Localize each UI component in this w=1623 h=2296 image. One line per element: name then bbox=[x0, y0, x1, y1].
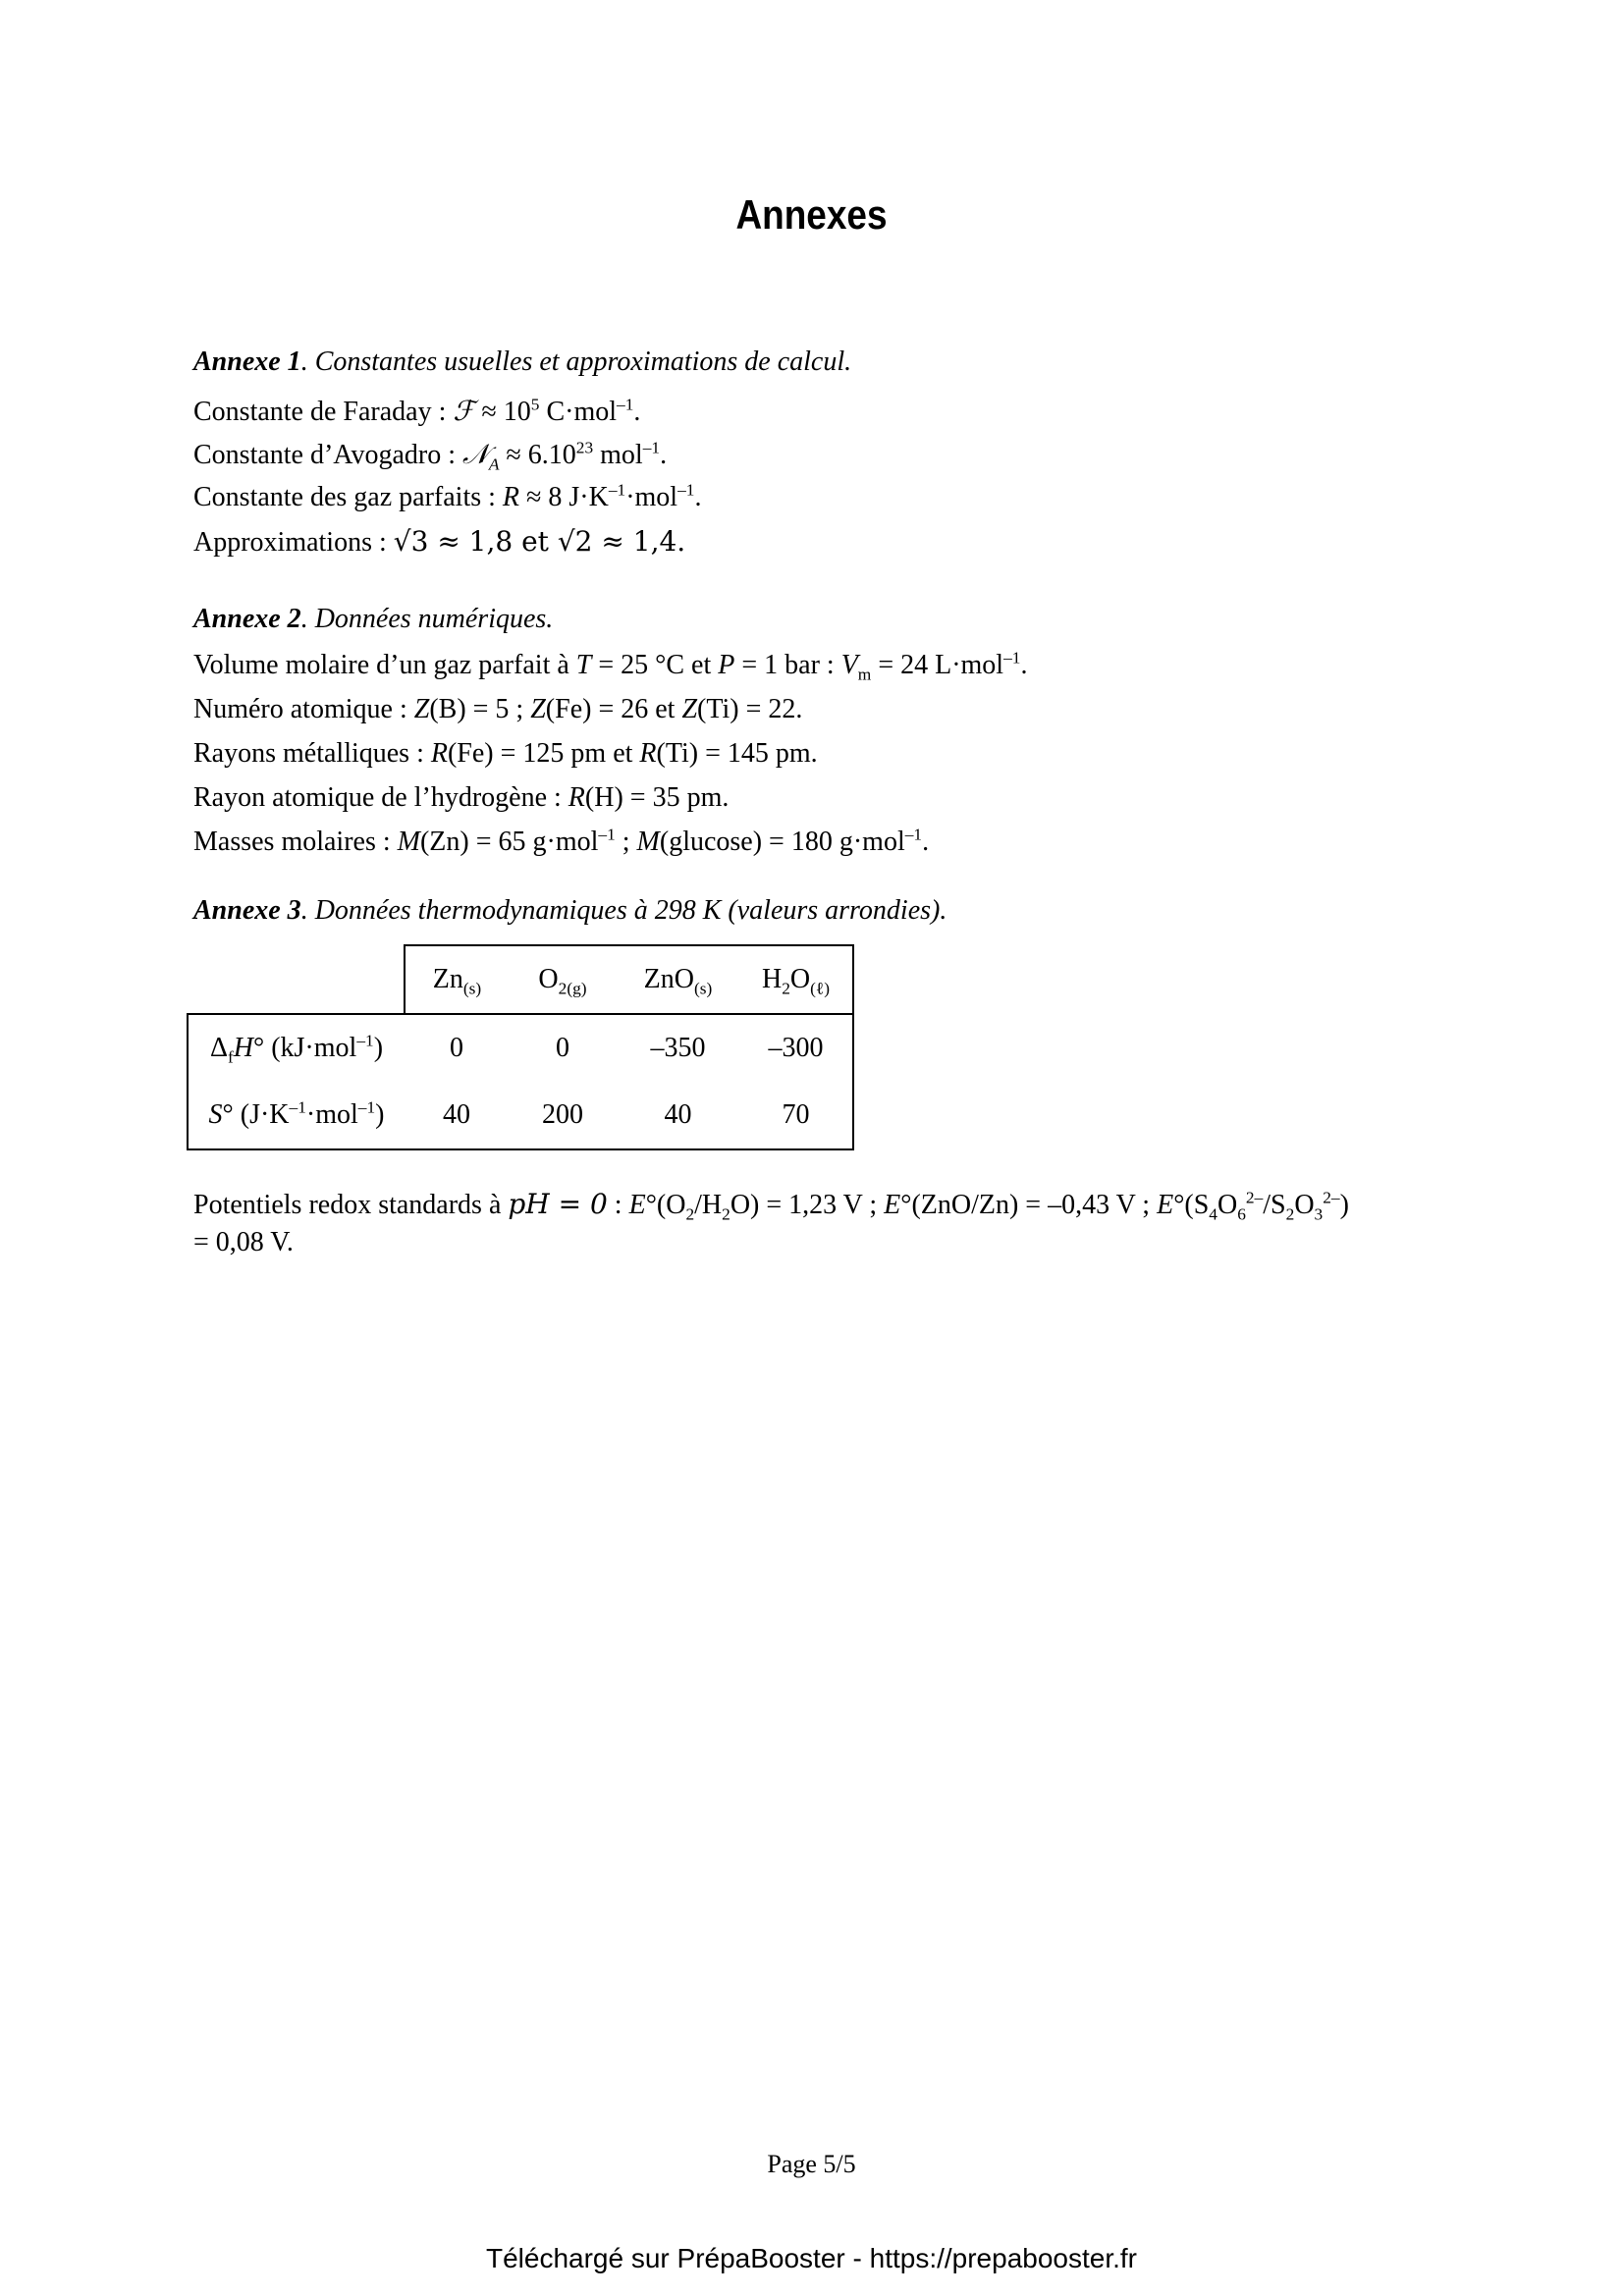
table-cell: 40 bbox=[405, 1082, 509, 1149]
vm-exp: –1 bbox=[1003, 648, 1021, 667]
redox-potentials bbox=[193, 1188, 1470, 1257]
redox-text-a: Potentiels redox standards à bbox=[193, 1190, 509, 1220]
redox-s1: 2 bbox=[685, 1204, 695, 1224]
atomic-number-line bbox=[193, 696, 1470, 723]
redox-text-c: °(O bbox=[645, 1190, 686, 1220]
vm-end: . bbox=[1020, 650, 1028, 680]
redox-s5: 2 bbox=[1285, 1204, 1295, 1224]
thermo-table bbox=[187, 944, 854, 1150]
redox-ph: pH = 0 bbox=[508, 1188, 608, 1220]
entropy-exp2: –1 bbox=[357, 1097, 376, 1117]
gas-exp1: –1 bbox=[608, 480, 626, 500]
header-h2o-main2: O bbox=[789, 964, 811, 994]
faraday-unit-exp: –1 bbox=[617, 395, 634, 414]
redox-text-i: /S bbox=[1263, 1190, 1286, 1220]
annexe-2 bbox=[193, 606, 1470, 856]
z-sym1: Z bbox=[413, 694, 430, 724]
redox-line-1 bbox=[193, 1188, 1470, 1224]
annexe-1-heading bbox=[193, 348, 1470, 376]
molar-volume-line bbox=[193, 648, 1470, 684]
table-cell: 0 bbox=[450, 1033, 463, 1063]
header-h2o-sub: 2 bbox=[782, 979, 790, 998]
gas-label: Constante des gaz parfaits : bbox=[193, 482, 503, 512]
z-sym3: Z bbox=[681, 694, 698, 724]
z-text-a: Numéro atomique : bbox=[193, 694, 414, 724]
entropy-S: S bbox=[208, 1099, 223, 1130]
annexe-3 bbox=[193, 897, 1470, 925]
approximations-math: √3 ≈ 1,8 et √2 ≈ 1,4. bbox=[393, 525, 686, 558]
entropy-end: ) bbox=[375, 1099, 385, 1130]
redox-text-g: °(S bbox=[1173, 1190, 1210, 1220]
header-zno-main: ZnO bbox=[643, 964, 694, 994]
mm-text-b: (Zn) = 65 g·mol bbox=[419, 827, 599, 857]
redox-text-f: °(ZnO/Zn) = –0,43 V ; bbox=[900, 1190, 1158, 1220]
vm-sub: m bbox=[857, 665, 872, 684]
header-h2o-sub2: (ℓ) bbox=[810, 979, 831, 998]
radii-sym1: R bbox=[430, 738, 448, 769]
annexe-1 bbox=[193, 348, 1470, 557]
enthalpy-row bbox=[188, 1014, 853, 1082]
avogadro-label: Constante d’Avogadro : bbox=[193, 440, 462, 470]
z-text-c: (Fe) = 26 et bbox=[545, 694, 682, 724]
faraday-unit: C·mol bbox=[539, 397, 618, 427]
redox-text-j: O bbox=[1294, 1190, 1315, 1220]
gas-symbol: R bbox=[502, 482, 520, 512]
enthalpy-unit: ° (kJ·mol bbox=[253, 1033, 357, 1063]
mm-text-a: Masses molaires : bbox=[193, 827, 398, 857]
redox-E1: E bbox=[628, 1190, 646, 1220]
avogadro-exp: 23 bbox=[575, 438, 594, 457]
redox-p1: 2– bbox=[1245, 1188, 1264, 1207]
mm-sym1: M bbox=[397, 827, 420, 857]
faraday-symbol: ℱ bbox=[453, 395, 475, 427]
enthalpy-row-label bbox=[188, 1014, 405, 1082]
mm-exp1: –1 bbox=[598, 825, 616, 844]
z-sym2: Z bbox=[530, 694, 546, 724]
vm-text-a: Volume molaire d’un gaz parfait à bbox=[193, 650, 576, 680]
redox-line-2: = 0,08 V. bbox=[193, 1227, 294, 1257]
table-corner bbox=[188, 945, 405, 1014]
approximations-label: Approximations : bbox=[193, 527, 394, 558]
header-o2-sub: 2(g) bbox=[558, 979, 587, 998]
vm-text-b: = 25 °C et bbox=[591, 650, 719, 680]
page-title: Annexes bbox=[735, 191, 888, 238]
enthalpy-exp: –1 bbox=[356, 1031, 374, 1050]
radii-text-a: Rayons métalliques : bbox=[193, 738, 431, 769]
approximations-line bbox=[193, 525, 1470, 558]
entropy-row bbox=[188, 1082, 853, 1149]
header-zn-sub: (s) bbox=[462, 979, 482, 998]
faraday-end: . bbox=[633, 397, 641, 427]
gas-end: . bbox=[694, 482, 702, 512]
annexe-1-title: . Constantes usuelles et approximations de calcul. bbox=[300, 347, 852, 377]
gas-unit: ·mol bbox=[625, 482, 678, 512]
redox-text-k: ) bbox=[1339, 1190, 1349, 1220]
vm-text-c: = 1 bar : bbox=[734, 650, 841, 680]
header-h2o-main: H bbox=[761, 964, 783, 994]
table-cell: –350 bbox=[650, 1033, 706, 1063]
annexe-1-number: Annexe 1 bbox=[193, 347, 301, 377]
table-cell: 40 bbox=[617, 1082, 739, 1149]
annexe-2-heading bbox=[193, 606, 1470, 633]
header-o2-main: O bbox=[538, 964, 559, 994]
header-zno bbox=[617, 945, 739, 1014]
mm-sym2: M bbox=[636, 827, 660, 857]
redox-text-e: O) = 1,23 V ; bbox=[730, 1190, 885, 1220]
z-text-b: (B) = 5 ; bbox=[429, 694, 531, 724]
mm-exp2: –1 bbox=[904, 825, 923, 844]
avogadro-line bbox=[193, 438, 1470, 474]
header-zn-main: Zn bbox=[432, 964, 463, 994]
entropy-unit: ° (J·K bbox=[222, 1099, 290, 1130]
entropy-mid: ·mol bbox=[305, 1099, 358, 1130]
radii-text-b: (Fe) = 125 pm et bbox=[447, 738, 640, 769]
download-footer: Téléchargé sur PrépaBooster - https://prepabooster.fr bbox=[485, 2243, 1138, 2273]
thermo-header-row bbox=[188, 945, 853, 1014]
avogadro-sub: A bbox=[488, 454, 500, 474]
entropy-row-label bbox=[188, 1082, 405, 1149]
annexe-2-number: Annexe 2 bbox=[193, 604, 301, 634]
vm-text-d: = 24 L·mol bbox=[871, 650, 1004, 680]
vm-T: T bbox=[575, 650, 592, 680]
redox-text-d: /H bbox=[694, 1190, 723, 1220]
redox-E2: E bbox=[884, 1190, 901, 1220]
mm-text-d: (glucose) = 180 g·mol bbox=[659, 827, 905, 857]
gas-exp2: –1 bbox=[677, 480, 695, 500]
avogadro-unit: mol bbox=[593, 440, 643, 470]
header-o2 bbox=[509, 945, 617, 1014]
gas-value: ≈ 8 J·K bbox=[519, 482, 609, 512]
annexe-2-title: . Données numériques. bbox=[300, 604, 554, 634]
vm-P: P bbox=[718, 650, 735, 680]
annexe-3-number: Annexe 3 bbox=[193, 895, 301, 926]
avogadro-unit-exp: –1 bbox=[642, 438, 661, 457]
faraday-exp: 5 bbox=[530, 395, 540, 414]
radii-text-c: (Ti) = 145 pm. bbox=[656, 738, 818, 769]
radii-sym2: R bbox=[639, 738, 657, 769]
hydrogen-radius-line bbox=[193, 784, 1470, 812]
avogadro-end: . bbox=[660, 440, 668, 470]
rh-text-a: Rayon atomique de l’hydrogène : bbox=[193, 782, 568, 813]
enthalpy-delta: Δ bbox=[209, 1033, 228, 1063]
enthalpy-H: H bbox=[233, 1033, 254, 1063]
redox-s2: 2 bbox=[722, 1204, 730, 1224]
faraday-line bbox=[193, 395, 1470, 427]
redox-text-b: : bbox=[607, 1190, 629, 1220]
redox-s6: 3 bbox=[1314, 1204, 1324, 1224]
gas-constant-line bbox=[193, 480, 1470, 512]
mm-end: . bbox=[922, 827, 930, 857]
z-text-d: (Ti) = 22. bbox=[697, 694, 803, 724]
avogadro-symbol: 𝒩 bbox=[461, 438, 489, 470]
faraday-label: Constante de Faraday : bbox=[193, 397, 454, 427]
table-cell: –300 bbox=[739, 1014, 853, 1082]
rh-text-b: (H) = 35 pm. bbox=[584, 782, 730, 813]
metallic-radii-line bbox=[193, 740, 1470, 768]
avogadro-value: ≈ 6.10 bbox=[499, 440, 576, 470]
redox-E3: E bbox=[1157, 1190, 1174, 1220]
faraday-value: ≈ 10 bbox=[474, 397, 531, 427]
annexe-3-heading bbox=[193, 897, 1470, 925]
table-cell: 0 bbox=[556, 1033, 569, 1063]
table-cell: 70 bbox=[739, 1082, 853, 1149]
mm-text-c: ; bbox=[615, 827, 637, 857]
annexe-3-title: . Données thermodynamiques à 298 K (valeurs arrondies). bbox=[300, 895, 947, 926]
table-cell: 200 bbox=[509, 1082, 617, 1149]
rh-sym: R bbox=[568, 782, 585, 813]
redox-s3: 4 bbox=[1209, 1204, 1217, 1224]
enthalpy-sub: f bbox=[228, 1047, 234, 1067]
header-zno-sub: (s) bbox=[694, 979, 713, 998]
vm-V: V bbox=[840, 650, 858, 680]
redox-s4: 6 bbox=[1237, 1204, 1246, 1224]
redox-p2: 2– bbox=[1323, 1188, 1340, 1207]
enthalpy-end: ) bbox=[373, 1033, 384, 1063]
page-number: Page 5/5 bbox=[767, 2150, 856, 2178]
header-h2o bbox=[739, 945, 853, 1014]
entropy-exp1: –1 bbox=[289, 1097, 306, 1117]
header-zn bbox=[405, 945, 509, 1014]
molar-masses-line bbox=[193, 825, 1470, 857]
redox-text-h: O bbox=[1217, 1190, 1238, 1220]
